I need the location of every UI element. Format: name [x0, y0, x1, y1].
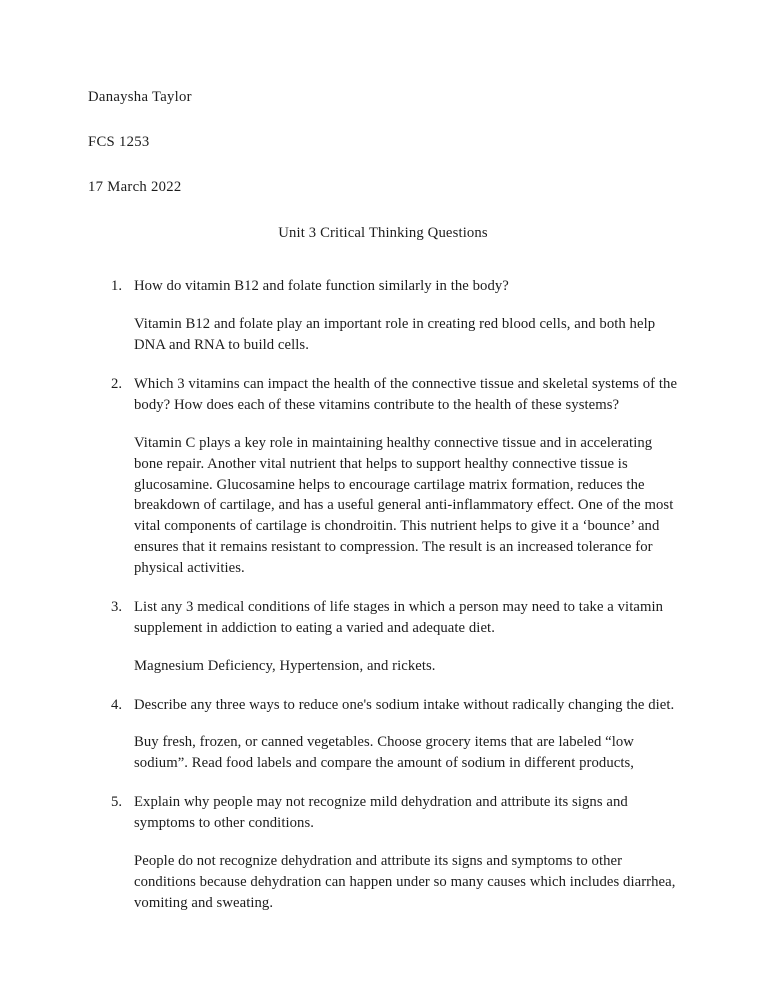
question-number: 2. [111, 376, 123, 393]
question-list [88, 276, 678, 913]
answer-text: People do not recognize dehydration and attribute its signs and symptoms to other conditions because dehydration can happen under so many causes which includes diarrhea, vomiting and sweating. [134, 852, 676, 911]
question-number: 1. [111, 278, 123, 295]
question-number: 3. [111, 598, 123, 615]
course-code: FCS 1253 [88, 134, 150, 151]
answer-text: Vitamin C plays a key role in maintaining healthy connective tissue and in accelerating bone repair. Another vital nutrient that helps to support healthy connective tissue is glucosamine. Glucosamine helps to encourage cartilage matrix formation, reduces the breakdown of cartilage, and has a useful general anti-inflammatory effect. One of the most vital components of cartilage is chondroitin. This nutrient helps to give it a ‘bounce’ and ensures that it remains resistant to compression. The result is an increased tolerance for physical activities. [134, 434, 674, 577]
question-number: 5. [111, 794, 123, 811]
question-text: Which 3 vitamins can impact the health of the connective tissue and skeletal systems of the body? How does each of these vitamins contribute to the health of these systems? [134, 376, 678, 413]
document-body [88, 88, 678, 914]
assignment-date: 17 March 2022 [88, 179, 182, 196]
list-item [88, 695, 678, 775]
question-text: How do vitamin B12 and folate function similarly in the body? [134, 278, 509, 295]
list-item [88, 792, 678, 913]
answer-text: Magnesium Deficiency, Hypertension, and rickets. [134, 657, 436, 674]
question-number: 4. [111, 696, 123, 713]
list-item [88, 597, 678, 677]
list-item [88, 276, 678, 356]
question-text: List any 3 medical conditions of life stages in which a person may need to take a vitamin supplement in addiction to eating a varied and adequate diet. [134, 598, 664, 636]
document-header [88, 88, 678, 197]
question-text: Explain why people may not recognize mild dehydration and attribute its signs and symptoms to other conditions. [134, 794, 628, 832]
list-item [88, 374, 678, 579]
question-text: Describe any three ways to reduce one's sodium intake without radically changing the diet. [134, 696, 675, 713]
student-name: Danaysha Taylor [88, 89, 192, 105]
page-title: Unit 3 Critical Thinking Questions [278, 225, 488, 242]
answer-text: Buy fresh, frozen, or canned vegetables. Choose grocery items that are labeled “low sodium”. Read food labels and compare the amount of sodium in different products, [134, 734, 635, 772]
answer-text: Vitamin B12 and folate play an important role in creating red blood cells, and both help DNA and RNA to build cells. [134, 316, 656, 354]
